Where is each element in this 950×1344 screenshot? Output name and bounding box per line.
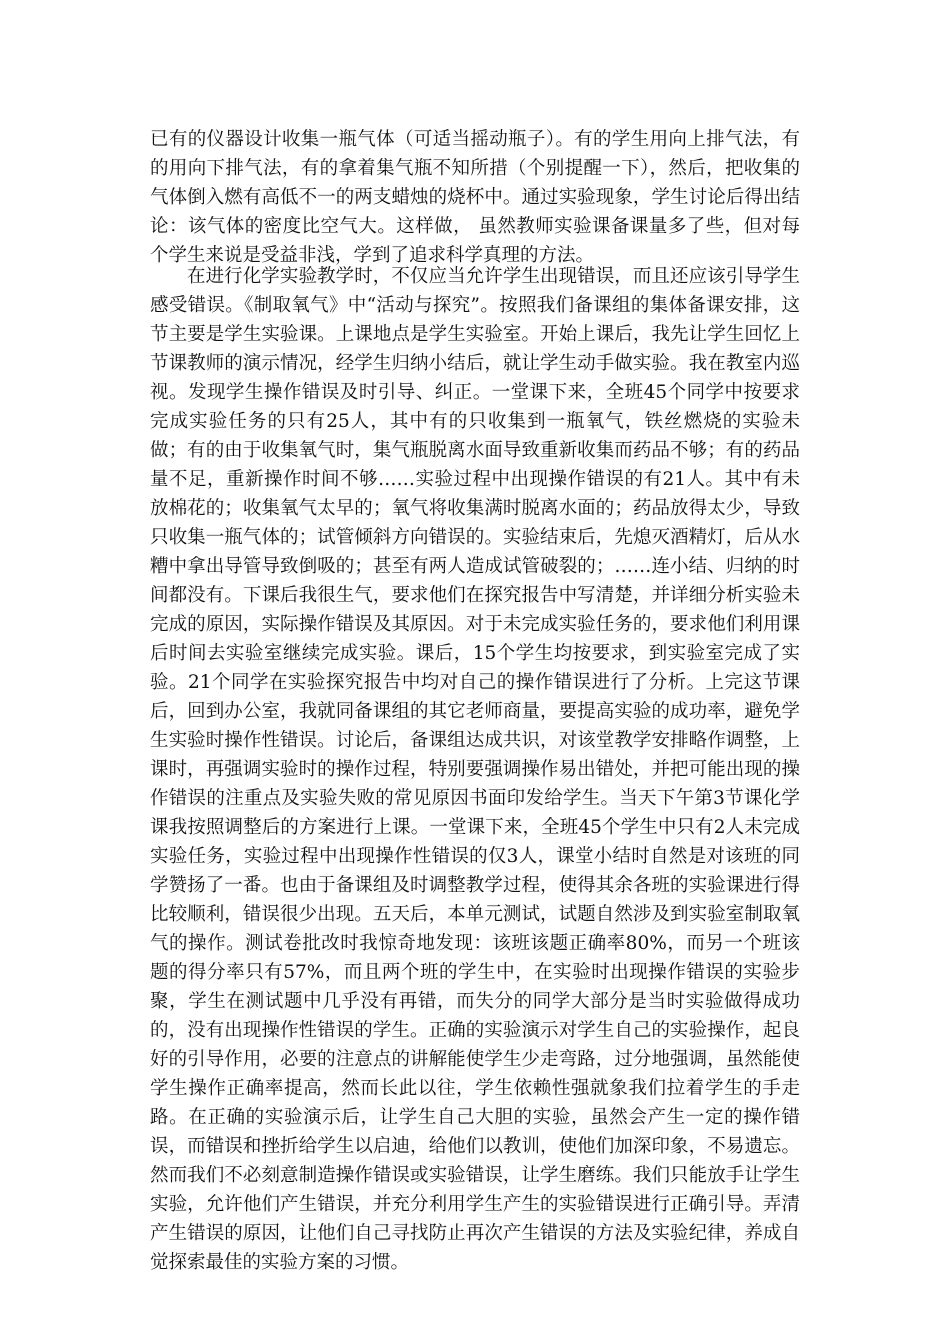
paragraph-main: 在进行化学实验教学时，不仅应当允许学生出现错误，而且还应该引导学生感受错误。《制取氧气》中“活动与探究”。按照我们备课组的集体备课安排，这节主要是学生实验课。上课地点是学生实验室。开始上课后，我先让学生回忆上节课教师的演示情况，经学生归纳小结后，就让学生动手做实验。我在教室内巡视。发现学生操作错误及时引导、纠正。一堂课下来，全班45个同学中按要求完成实验任务的只有25人，其中有的只收集到一瓶氧气，铁丝燃烧的实验未做；有的由于收集氧气时，集气瓶脱离水面导致重新收集而药品不够；有的药品量不足，重新操作时间不够……实验过程中出现操作错误的有21人。其中有未放棉花的；收集氧气太早的；氧气将收集满时脱离水面的；药品放得太少，导致只收集一瓶气体的；试管倾斜方向错误的。实验结束后，先熄灭酒精灯，后从水糟中拿出导管导致倒吸的；甚至有两人造成试管破裂的；……连小结、归纳的时间都没有。下课后我很生气，要求他们在探究报告中写清楚，并详细分析实验未完成的原因，实际操作错误及其原因。对于未完成实验任务的，要求他们利用课后时间去实验室继续完成实验。课后，15个学生均按要求，到实验室完成了实验。21个同学在实验探究报告中均对自己的操作错误进行了分析。上完这节课后，回到办公室，我就同备课组的其它老师商量，要提高实验的成功率，避免学生实验时操作性错误。讨论后，备课组达成共识，对该堂教学安排略作调整，上课时，再强调实验时的操作过程，特别要强调操作易出错处，并把可能出现的操作错误的注重点及实验失败的常见原因书面印发给学生。当天下午第3节课化学课我按照调整后的方案进行上课。一堂课下来，全班45个学生中只有2人未完成实验任务，实验过程中出现操作性错误的仅3人，课堂小结时自然是对该班的同学赞扬了一番。也由于备课组及时调整教学过程，使得其余各班的实验课进行得比较顺利，错误很少出现。五天后，本单元测试，试题自然涉及到实验室制取氧气的操作。测试卷批改时我惊奇地发现：该班该题正确率80%，而另一个班该题的得分率只有57%，而且两个班的学生中，在实验时出现操作错误的实验步聚，学生在测试题中几乎没有再错，而失分的同学大部分是当时实验做得成功的，没有出现操作性错误的学生。正确的实验演示对学生自己的实验操作，起良好的引导作用，必要的注意点的讲解能使学生少走弯路，过分地强调，虽然能使学生操作正确率提高，然而长此以往，学生依赖性强就象我们拉着学生的手走路。在正确的实验演示后，让学生自己大胆的实验，虽然会产生一定的操作错误，而错误和挫折给学生以启迪，给他们以教训，使他们加深印象，不易遗忘。然而我们不必刻意制造操作错误或实验错误，让学生磨练。我们只能放手让学生实验，允许他们产生错误，并充分利用学生产生的实验错误进行正确引导。弄清产生错误的原因，让他们自己寻找防止再次产生错误的方法及实验纪律，养成自觉探索最佳的实验方案的习惯。 (150, 266, 800, 1273)
paragraph-continuation: 已有的仪器设计收集一瓶气体（可适当摇动瓶子）。有的学生用向上排气法，有的用向下排气法，有的拿着集气瓶不知所措（个别提醒一下），然后，把收集的气体倒入燃有高低不一的两支蜡烛的烧杯中。通过实验现象，学生讨论后得出结论：该气体的密度比空气大。这样做， 虽然教师实验课备课量多了些，但对每个学生来说是受益非浅，学到了追求科学真理的方法。 (150, 129, 800, 266)
